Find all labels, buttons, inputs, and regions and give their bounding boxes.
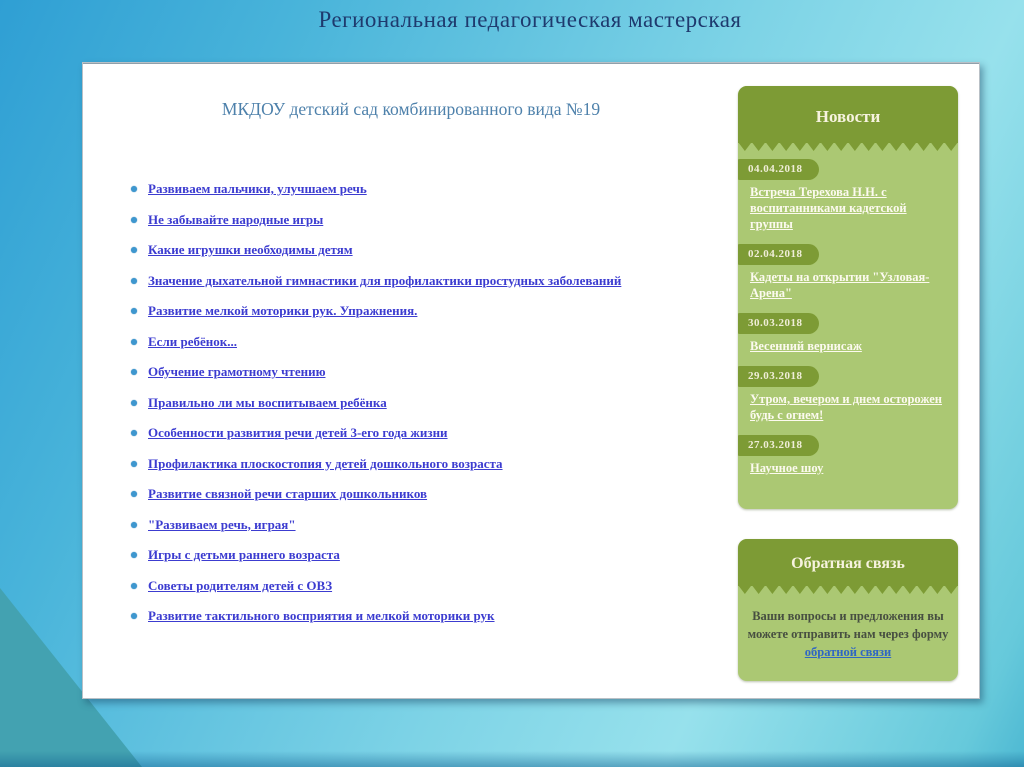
article-link[interactable]: Правильно ли мы воспитываем ребёнка [148,394,387,410]
article-link[interactable]: Профилактика плоскостопия у детей дошкольного возраста [148,455,503,471]
news-link[interactable]: Научное шоу [750,461,824,475]
article-list-item [131,486,751,502]
article-link[interactable]: Если ребёнок... [148,333,237,349]
article-link[interactable]: Не забывайте народные игры [148,211,324,227]
bullet-icon [131,247,137,253]
article-link[interactable]: Игры с детьми раннего возраста [148,547,340,562]
news-link[interactable]: Утром, вечером и днем осторожен будь с огнем! [750,392,942,422]
bullet-icon [131,339,137,345]
news-item [738,435,958,476]
bullet-icon [131,369,137,375]
article-list-item [131,212,751,228]
bullet-icon [131,583,137,589]
bullet-icon [131,522,137,528]
zigzag-edge [738,585,958,594]
article-link[interactable]: Значение дыхательной гимнастики для профилактики простудных заболеваний [148,272,622,288]
article-link[interactable]: Обучение грамотному чтению [148,364,326,379]
article-list-item [131,517,751,533]
article-list-item [131,242,751,258]
article-link[interactable]: Советы родителям детей с ОВЗ [148,577,333,593]
bullet-icon [131,278,137,284]
news-item [738,313,958,354]
news-link[interactable]: Кадеты на открытии "Узловая-Арена" [750,270,930,300]
slide-title: Региональная педагогическая мастерская [318,7,742,32]
feedback-panel-title: Обратная связь [791,555,905,572]
feedback-panel [738,539,958,681]
bullet-icon [131,217,137,223]
bullet-icon [131,186,137,192]
bullet-icon [131,491,137,497]
news-panel-header [738,86,958,143]
bullet-icon [131,552,137,558]
news-link[interactable]: Встреча Терехова Н.Н. с воспитанниками кадетской группы [750,185,907,231]
news-panel [738,86,958,509]
news-date-badge: 30.03.2018 [738,313,819,334]
background-bottom-shadow [0,751,1024,767]
news-date-badge: 02.04.2018 [738,244,819,265]
article-list-item [131,303,751,319]
article-list-item [131,334,751,350]
bullet-icon [131,461,137,467]
feedback-text [738,594,958,661]
article-list-item [131,425,751,441]
bullet-icon [131,430,137,436]
bullet-icon [131,400,137,406]
article-list-item [131,395,751,411]
article-list-item [131,273,751,289]
article-list-item [131,578,751,594]
article-list-item [131,181,751,197]
news-date-badge: 29.03.2018 [738,366,819,387]
article-list-item [131,547,751,563]
feedback-panel-header [738,539,958,586]
article-list-item [131,456,751,472]
news-link[interactable]: Весенний вернисаж [750,339,862,353]
news-date-badge: 04.04.2018 [738,159,819,180]
article-link[interactable]: Какие игрушки необходимы детям [148,242,353,257]
website-screenshot-card [82,62,980,699]
site-heading: МКДОУ детский сад комбинированного вида №19 [221,99,601,119]
news-item [738,244,958,301]
news-item [738,159,958,232]
bullet-icon [131,613,137,619]
article-link[interactable]: "Развиваем речь, играя" [148,516,296,532]
article-list-item [131,608,751,624]
article-link[interactable]: Особенности развития речи детей 3-его года жизни [148,425,448,440]
article-link[interactable]: Развитие тактильного восприятия и мелкой моторики рук [148,608,495,623]
news-list [738,151,958,476]
bullet-icon [131,308,137,314]
feedback-text-static: Ваши вопросы и предложения вы можете отправить нам через форму [747,609,949,641]
article-link[interactable]: Развитие связной речи старших дошкольников [148,486,428,501]
article-link[interactable]: Развитие мелкой моторики рук. Упражнения. [148,303,418,318]
feedback-form-link[interactable]: обратной связи [804,645,892,659]
article-link[interactable]: Развиваем пальчики, улучшаем речь [148,181,367,196]
news-item [738,366,958,423]
articles-list [131,181,751,624]
news-panel-title: Новости [815,107,881,126]
article-list-item [131,364,751,380]
news-date-badge: 27.03.2018 [738,435,819,456]
zigzag-edge [738,142,958,151]
